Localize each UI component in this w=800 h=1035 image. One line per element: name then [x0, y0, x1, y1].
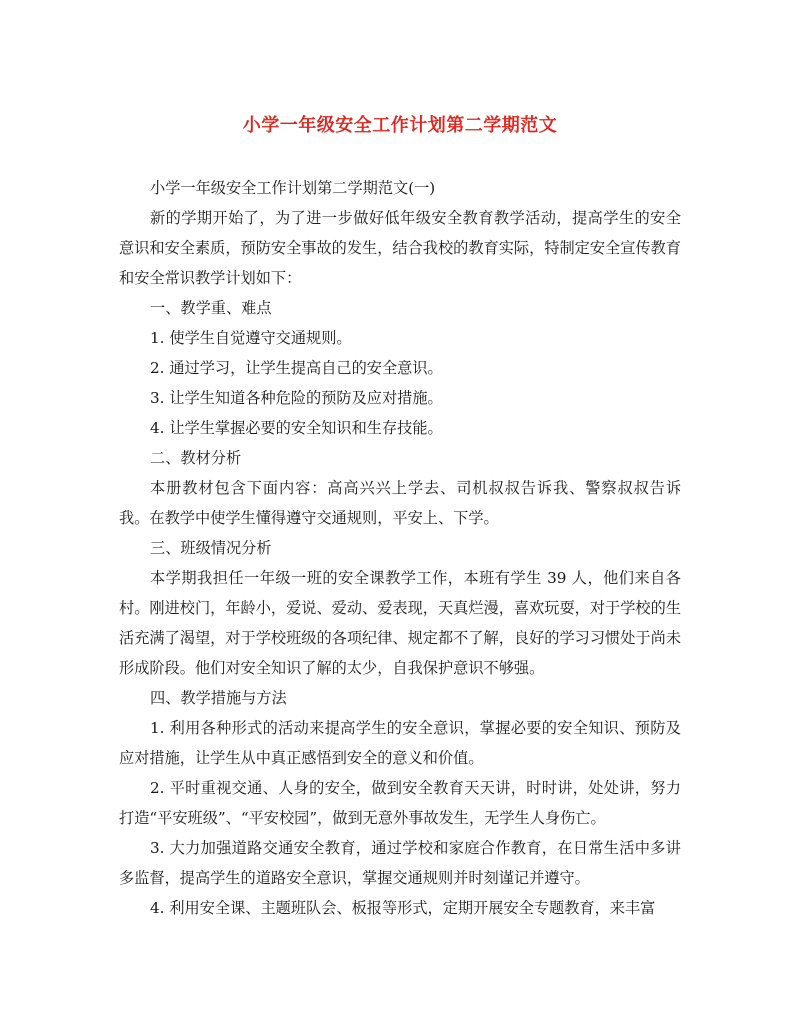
document-body	[119, 173, 681, 923]
section-heading-class-analysis: 三、班级情况分析	[150, 539, 272, 557]
paragraph-class: 本学期我担任一年级一班的安全课教学工作，本班有学生 39 人，他们来自各村。刚进校门，年龄小，爱说、爱动、爱表现，天真烂漫，喜欢玩耍，对于学校的生活充满了渴望，对于学校班级的各项纪律、规定都不了解，良好的学习习惯处于尚未形成阶段。他们对安全知识了解的太少，自我保护意识不够强。	[119, 569, 681, 677]
list-item: 4. 利用安全课、主题班队会、板报等形式，定期开展安全专题教育，来丰富	[150, 899, 656, 917]
list-item: 2. 通过学习，让学生提高自己的安全意识。	[150, 359, 443, 377]
paragraph-intro: 新的学期开始了，为了进一步做好低年级安全教育教学活动，提高学生的安全意识和安全素质，预防安全事故的发生，结合我校的教育实际，特制定安全宣传教育和安全常识教学计划如下：	[119, 209, 681, 287]
paragraph-textbook: 本册教材包含下面内容：高高兴兴上学去、司机叔叔告诉我、警察叔叔告诉我。在教学中使学生懂得遵守交通规则，平安上、下学。	[119, 479, 681, 527]
section-heading-measures: 四、教学措施与方法	[150, 689, 287, 707]
list-item: 3. 大力加强道路交通安全教育，通过学校和家庭合作教育，在日常生活中多讲多监督，提高学生的道路安全意识，掌握交通规则并时刻谨记并遵守。	[119, 839, 681, 887]
list-item: 1. 使学生自觉遵守交通规则。	[150, 329, 352, 347]
document-title: 小学一年级安全工作计划第二学期范文	[242, 115, 558, 136]
list-item: 1. 利用各种形式的活动来提高学生的安全意识，掌握必要的安全知识、预防及应对措施，让学生从中真正感悟到安全的意义和价值。	[119, 719, 681, 767]
section-heading-textbook-analysis: 二、教材分析	[150, 449, 242, 467]
section-heading-key-points: 一、教学重、难点	[150, 299, 272, 317]
list-item: 2. 平时重视交通、人身的安全，做到安全教育天天讲，时时讲，处处讲，努力打造“平安班级”、“平安校园”，做到无意外事故发生，无学生人身伤亡。	[119, 779, 681, 827]
list-item: 3. 让学生知道各种危险的预防及应对措施。	[150, 389, 443, 407]
list-item: 4. 让学生掌握必要的安全知识和生存技能。	[150, 419, 443, 437]
paragraph-subtitle: 小学一年级安全工作计划第二学期范文(一)	[150, 179, 436, 197]
